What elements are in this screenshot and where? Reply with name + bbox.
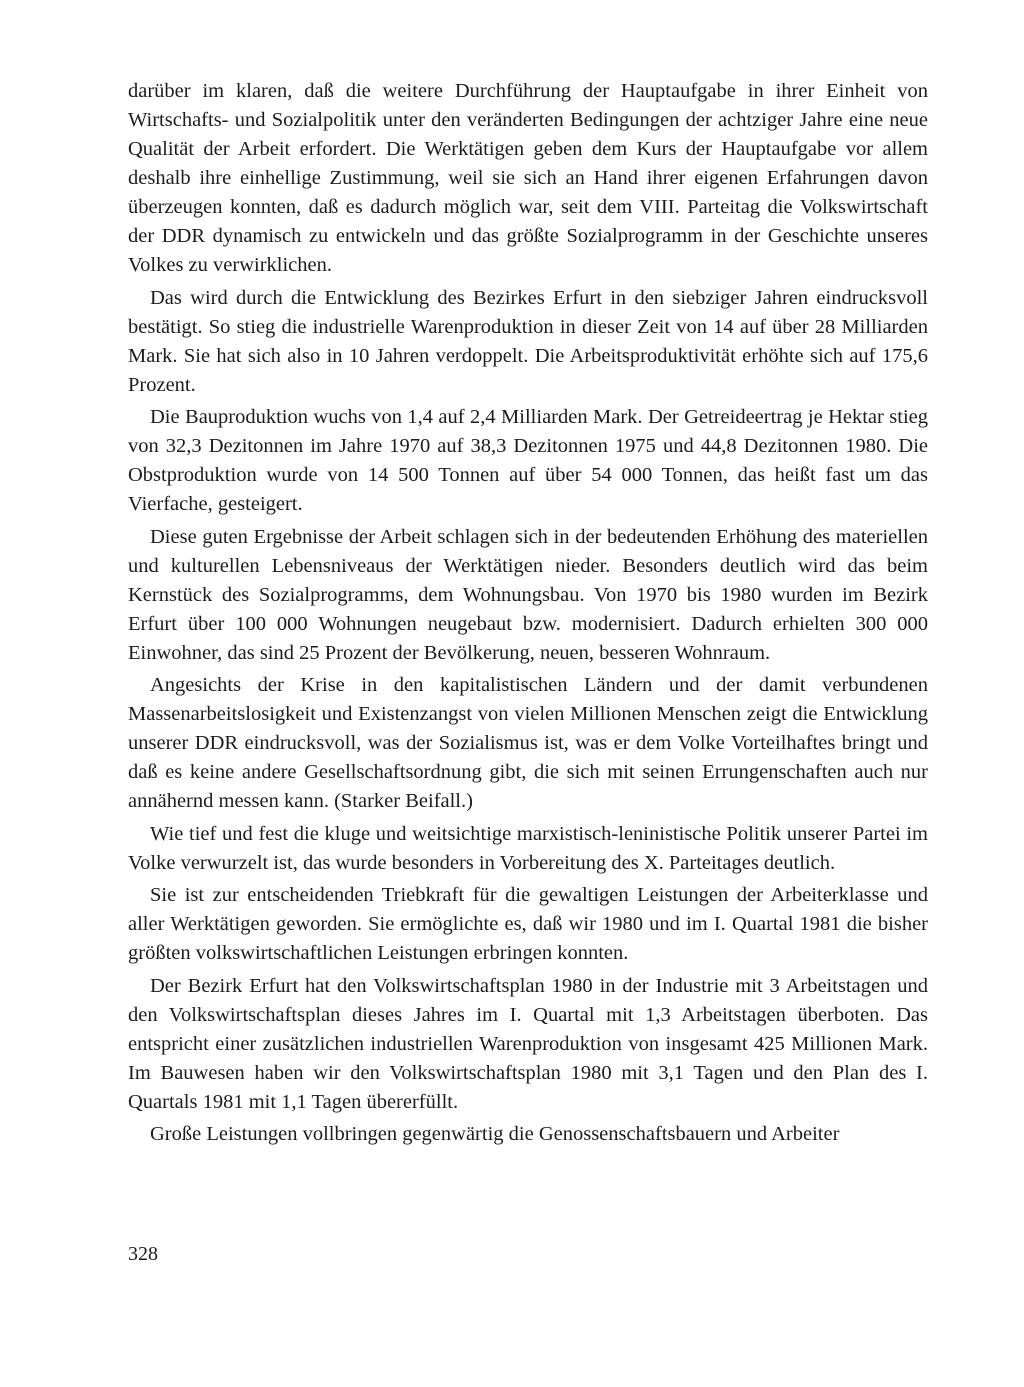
- paragraph: Diese guten Ergebnisse der Arbeit schlagen sich in der bedeutenden Erhöhung des materiellen und kulturellen Lebensniveaus der Werktätigen nieder. Besonders deutlich wird das beim Kernstück des Sozialprogramms, dem Wohnungsbau. Von 1970 bis 1980 wurden im Bezirk Erfurt über 100 000 Wohnungen neugebaut bzw. modernisiert. Dadurch erhielten 300 000 Einwohner, das sind 25 Prozent der Bevölkerung, neuen, besseren Wohnraum.: [128, 525, 928, 664]
- paragraph: Sie ist zur entscheidenden Triebkraft für die gewaltigen Leistungen der Arbeiterklasse und aller Werktätigen geworden. Sie ermöglichte es, daß wir 1980 und im I. Quartal 1981 die bisher größten volkswirtschaftlichen Leistungen erbringen konnten.: [128, 884, 928, 964]
- paragraph: Große Leistungen vollbringen gegenwärtig die Genossenschaftsbauern und Arbeiter: [150, 1123, 840, 1145]
- paragraph: Das wird durch die Entwicklung des Bezirkes Erfurt in den siebziger Jahren eindrucksvoll bestätigt. So stieg die industrielle Warenproduktion in dieser Zeit von 14 auf über 28 Milliarden Mark. Sie hat sich also in 10 Jahren verdoppelt. Die Arbeitsproduktivität erhöhte sich auf 175,6 Prozent.: [128, 286, 928, 396]
- paragraph: Angesichts der Krise in den kapitalistischen Ländern und der damit verbundenen Massenarbeitslosigkeit und Existenzangst von vielen Millionen Menschen zeigt die Entwicklung unserer DDR eindrucksvoll, was der Sozialismus ist, was er dem Volke Vorteilhaftes bringt und daß es keine andere Gesellschaftsordnung gibt, die sich mit seinen Errungenschaften auch nur annähernd messen kann. (Starker Beifall.): [128, 674, 928, 812]
- page-number: 328: [128, 1243, 158, 1265]
- paragraph: darüber im klaren, daß die weitere Durchführung der Hauptaufgabe in ihrer Einheit von Wirtschafts- und Sozialpolitik unter den veränderten Bedingungen der achtziger Jahre eine neue Qualität der Arbeit erfordert. Die Werktätigen geben dem Kurs der Hauptaufgabe vor allem deshalb ihre einhellige Zustimmung, weil sie sich an Hand ihrer eigenen Erfahrungen davon überzeugen konnten, daß es dadurch möglich war, seit dem VIII. Parteitag die Volkswirtschaft der DDR dynamisch zu entwickeln und das größte Sozialprogramm in der Geschichte unseres Volkes zu verwirklichen.: [128, 80, 928, 276]
- paragraph: Wie tief und fest die kluge und weitsichtige marxistisch-leninistische Politik unserer Partei im Volke verwurzelt ist, das wurde besonders in Vorbereitung des X. Parteitages deutlich.: [128, 822, 928, 874]
- paragraph: Die Bauproduktion wuchs von 1,4 auf 2,4 Milliarden Mark. Der Getreideertrag je Hektar stieg von 32,3 Dezitonnen im Jahre 1970 auf 38,3 Dezitonnen 1975 und 44,8 Dezitonnen 1980. Die Obstproduktion wurde von 14 500 Tonnen auf über 54 000 Tonnen, das heißt fast um das Vierfache, gesteigert.: [128, 406, 928, 515]
- body-text: [128, 77, 928, 1153]
- paragraph: Der Bezirk Erfurt hat den Volkswirtschaftsplan 1980 in der Industrie mit 3 Arbeitstagen und den Volkswirtschaftsplan dieses Jahres im I. Quartal mit 1,3 Arbeitstagen überboten. Das entspricht einer zusätzlichen industriellen Warenproduktion von insgesamt 425 Millionen Mark. Im Bauwesen haben wir den Volkswirtschaftsplan 1980 mit 3,1 Tagen und den Plan des I. Quartals 1981 mit 1,1 Tagen übererfüllt.: [128, 974, 928, 1113]
